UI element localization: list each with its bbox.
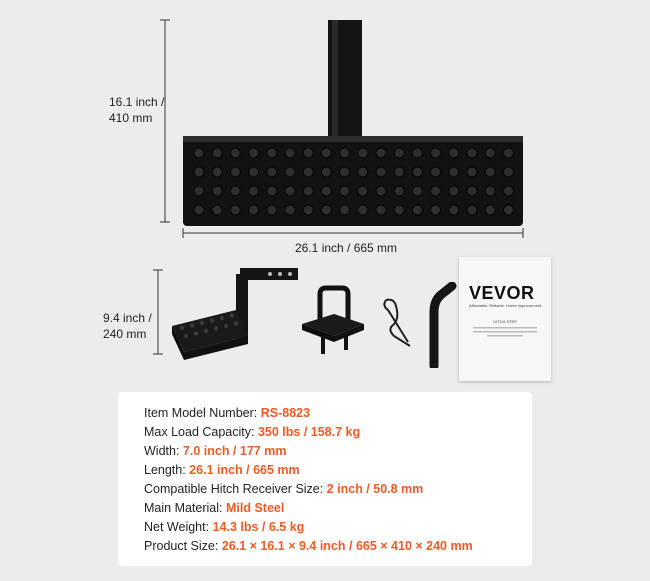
- manual-title: HITCH STEP: [493, 319, 517, 324]
- tread-hole: [303, 167, 313, 177]
- tread-hole: [194, 186, 204, 196]
- spec-value: 7.0 inch / 177 mm: [182, 444, 287, 458]
- tread-hole: [358, 205, 368, 215]
- tread-hole: [412, 167, 422, 177]
- spec-label: Max Load Capacity:: [144, 425, 258, 439]
- side-height-label: 9.4 inch / 240 mm: [103, 311, 152, 341]
- tread-hole: [285, 148, 295, 158]
- tread-hole: [358, 186, 368, 196]
- spec-row-load: [144, 425, 360, 439]
- spec-value: RS-8823: [260, 406, 311, 420]
- specifications-card: [118, 392, 532, 566]
- tread-hole: [503, 167, 513, 177]
- spec-row-material: [144, 501, 284, 515]
- tread-hole: [394, 167, 404, 177]
- instruction-manual: [459, 257, 551, 381]
- spec-value: 26.1 inch / 665 mm: [189, 463, 300, 477]
- tread-hole: [303, 186, 313, 196]
- side-view-shank: [236, 266, 300, 296]
- tread-hole: [212, 167, 222, 177]
- tread-hole: [431, 186, 441, 196]
- tread-hole: [267, 205, 277, 215]
- spec-row-width: [144, 444, 286, 458]
- tread-hole: [214, 326, 218, 330]
- tread-hole: [449, 148, 459, 158]
- hitch-step-front-view: [0, 0, 650, 250]
- tread-hole: [503, 186, 513, 196]
- tread-hole: [212, 205, 222, 215]
- tread-hole: [449, 205, 459, 215]
- tread-hole: [267, 186, 277, 196]
- brand-logo: VEVOR: [469, 283, 535, 303]
- tread-hole: [267, 148, 277, 158]
- tread-hole: [230, 167, 240, 177]
- spec-label: Product Size:: [144, 539, 222, 553]
- tread-hole: [358, 167, 368, 177]
- tread-hole: [230, 313, 234, 317]
- tread-hole: [303, 205, 313, 215]
- tread-hole: [321, 167, 331, 177]
- tread-hole: [412, 205, 422, 215]
- tread-hole: [485, 205, 495, 215]
- tread-hole: [249, 167, 259, 177]
- tread-hole: [321, 186, 331, 196]
- tread-hole: [230, 148, 240, 158]
- height-label: 16.1 inch / 410 mm: [109, 95, 165, 125]
- tread-hole: [467, 167, 477, 177]
- anti-rattle-clamp: [298, 282, 368, 362]
- tread-hole: [485, 186, 495, 196]
- spec-row-model: [144, 406, 310, 420]
- tread-hole: [194, 167, 204, 177]
- tread-hole: [194, 148, 204, 158]
- tread-hole: [200, 321, 204, 325]
- tread-hole: [210, 318, 214, 322]
- width-label: 26.1 inch / 665 mm: [295, 241, 398, 255]
- tread-hole: [340, 186, 350, 196]
- tread-hole: [376, 205, 386, 215]
- tread-hole: [224, 324, 228, 328]
- tread-hole: [431, 167, 441, 177]
- tread-hole: [485, 167, 495, 177]
- tread-hole: [212, 148, 222, 158]
- spec-value: 14.3 lbs / 6.5 kg: [212, 520, 305, 534]
- tread-hole: [303, 148, 313, 158]
- tread-hole: [467, 148, 477, 158]
- tread-hole: [204, 329, 208, 333]
- tread-hole: [340, 167, 350, 177]
- tread-hole: [485, 148, 495, 158]
- tread-hole: [467, 186, 477, 196]
- spec-value: 26.1 × 16.1 × 9.4 inch / 665 × 410 × 240 mm: [221, 539, 473, 553]
- spec-row-size: [144, 539, 473, 553]
- spec-value: Mild Steel: [225, 501, 285, 515]
- tread-hole: [431, 205, 441, 215]
- spec-row-weight: [144, 520, 304, 534]
- spec-row-receiver: [144, 482, 423, 496]
- tread-hole: [394, 148, 404, 158]
- tread-hole: [190, 323, 194, 327]
- hitch-pin: [412, 282, 460, 368]
- tread-hole: [394, 186, 404, 196]
- tread-hole: [376, 167, 386, 177]
- width-dimension-line: [183, 228, 523, 238]
- spec-label: Net Weight:: [144, 520, 213, 534]
- tread-hole: [321, 205, 331, 215]
- spec-value: 350 lbs / 158.7 kg: [257, 425, 361, 439]
- tread-hole: [249, 148, 259, 158]
- tread-hole: [285, 205, 295, 215]
- tread-hole: [394, 205, 404, 215]
- tread-hole: [184, 334, 188, 338]
- tread-hole: [376, 148, 386, 158]
- tread-hole: [230, 205, 240, 215]
- tread-hole: [340, 148, 350, 158]
- tread-hole: [194, 331, 198, 335]
- spec-label: Main Material:: [144, 501, 226, 515]
- spec-row-length: [144, 463, 300, 477]
- tread-hole: [194, 205, 204, 215]
- tread-hole: [212, 186, 222, 196]
- spec-label: Compatible Hitch Receiver Size:: [144, 482, 327, 496]
- spec-label: Width:: [144, 444, 183, 458]
- tread-hole: [285, 186, 295, 196]
- tread-hole: [467, 205, 477, 215]
- tread-hole: [449, 186, 459, 196]
- tread-hole: [321, 148, 331, 158]
- tread-hole: [230, 186, 240, 196]
- tread-hole: [249, 205, 259, 215]
- tread-hole: [449, 167, 459, 177]
- tread-hole: [358, 148, 368, 158]
- tread-hole: [180, 326, 184, 330]
- tread-hole: [431, 148, 441, 158]
- tread-hole: [376, 186, 386, 196]
- tread-hole: [220, 316, 224, 320]
- tread-hole: [412, 148, 422, 158]
- tread-hole: [340, 205, 350, 215]
- spec-label: Item Model Number:: [144, 406, 261, 420]
- tread-hole: [234, 321, 238, 325]
- tread-hole: [503, 205, 513, 215]
- tread-hole: [267, 167, 277, 177]
- tread-hole: [249, 186, 259, 196]
- tread-hole: [503, 148, 513, 158]
- spec-label: Length:: [144, 463, 190, 477]
- tread-hole: [285, 167, 295, 177]
- brand-tagline: Affordable. Reliable. Home Improvement.: [469, 303, 543, 308]
- manual-text-lines: [473, 327, 537, 343]
- tread-hole: [412, 186, 422, 196]
- spec-value: 2 inch / 50.8 mm: [326, 482, 424, 496]
